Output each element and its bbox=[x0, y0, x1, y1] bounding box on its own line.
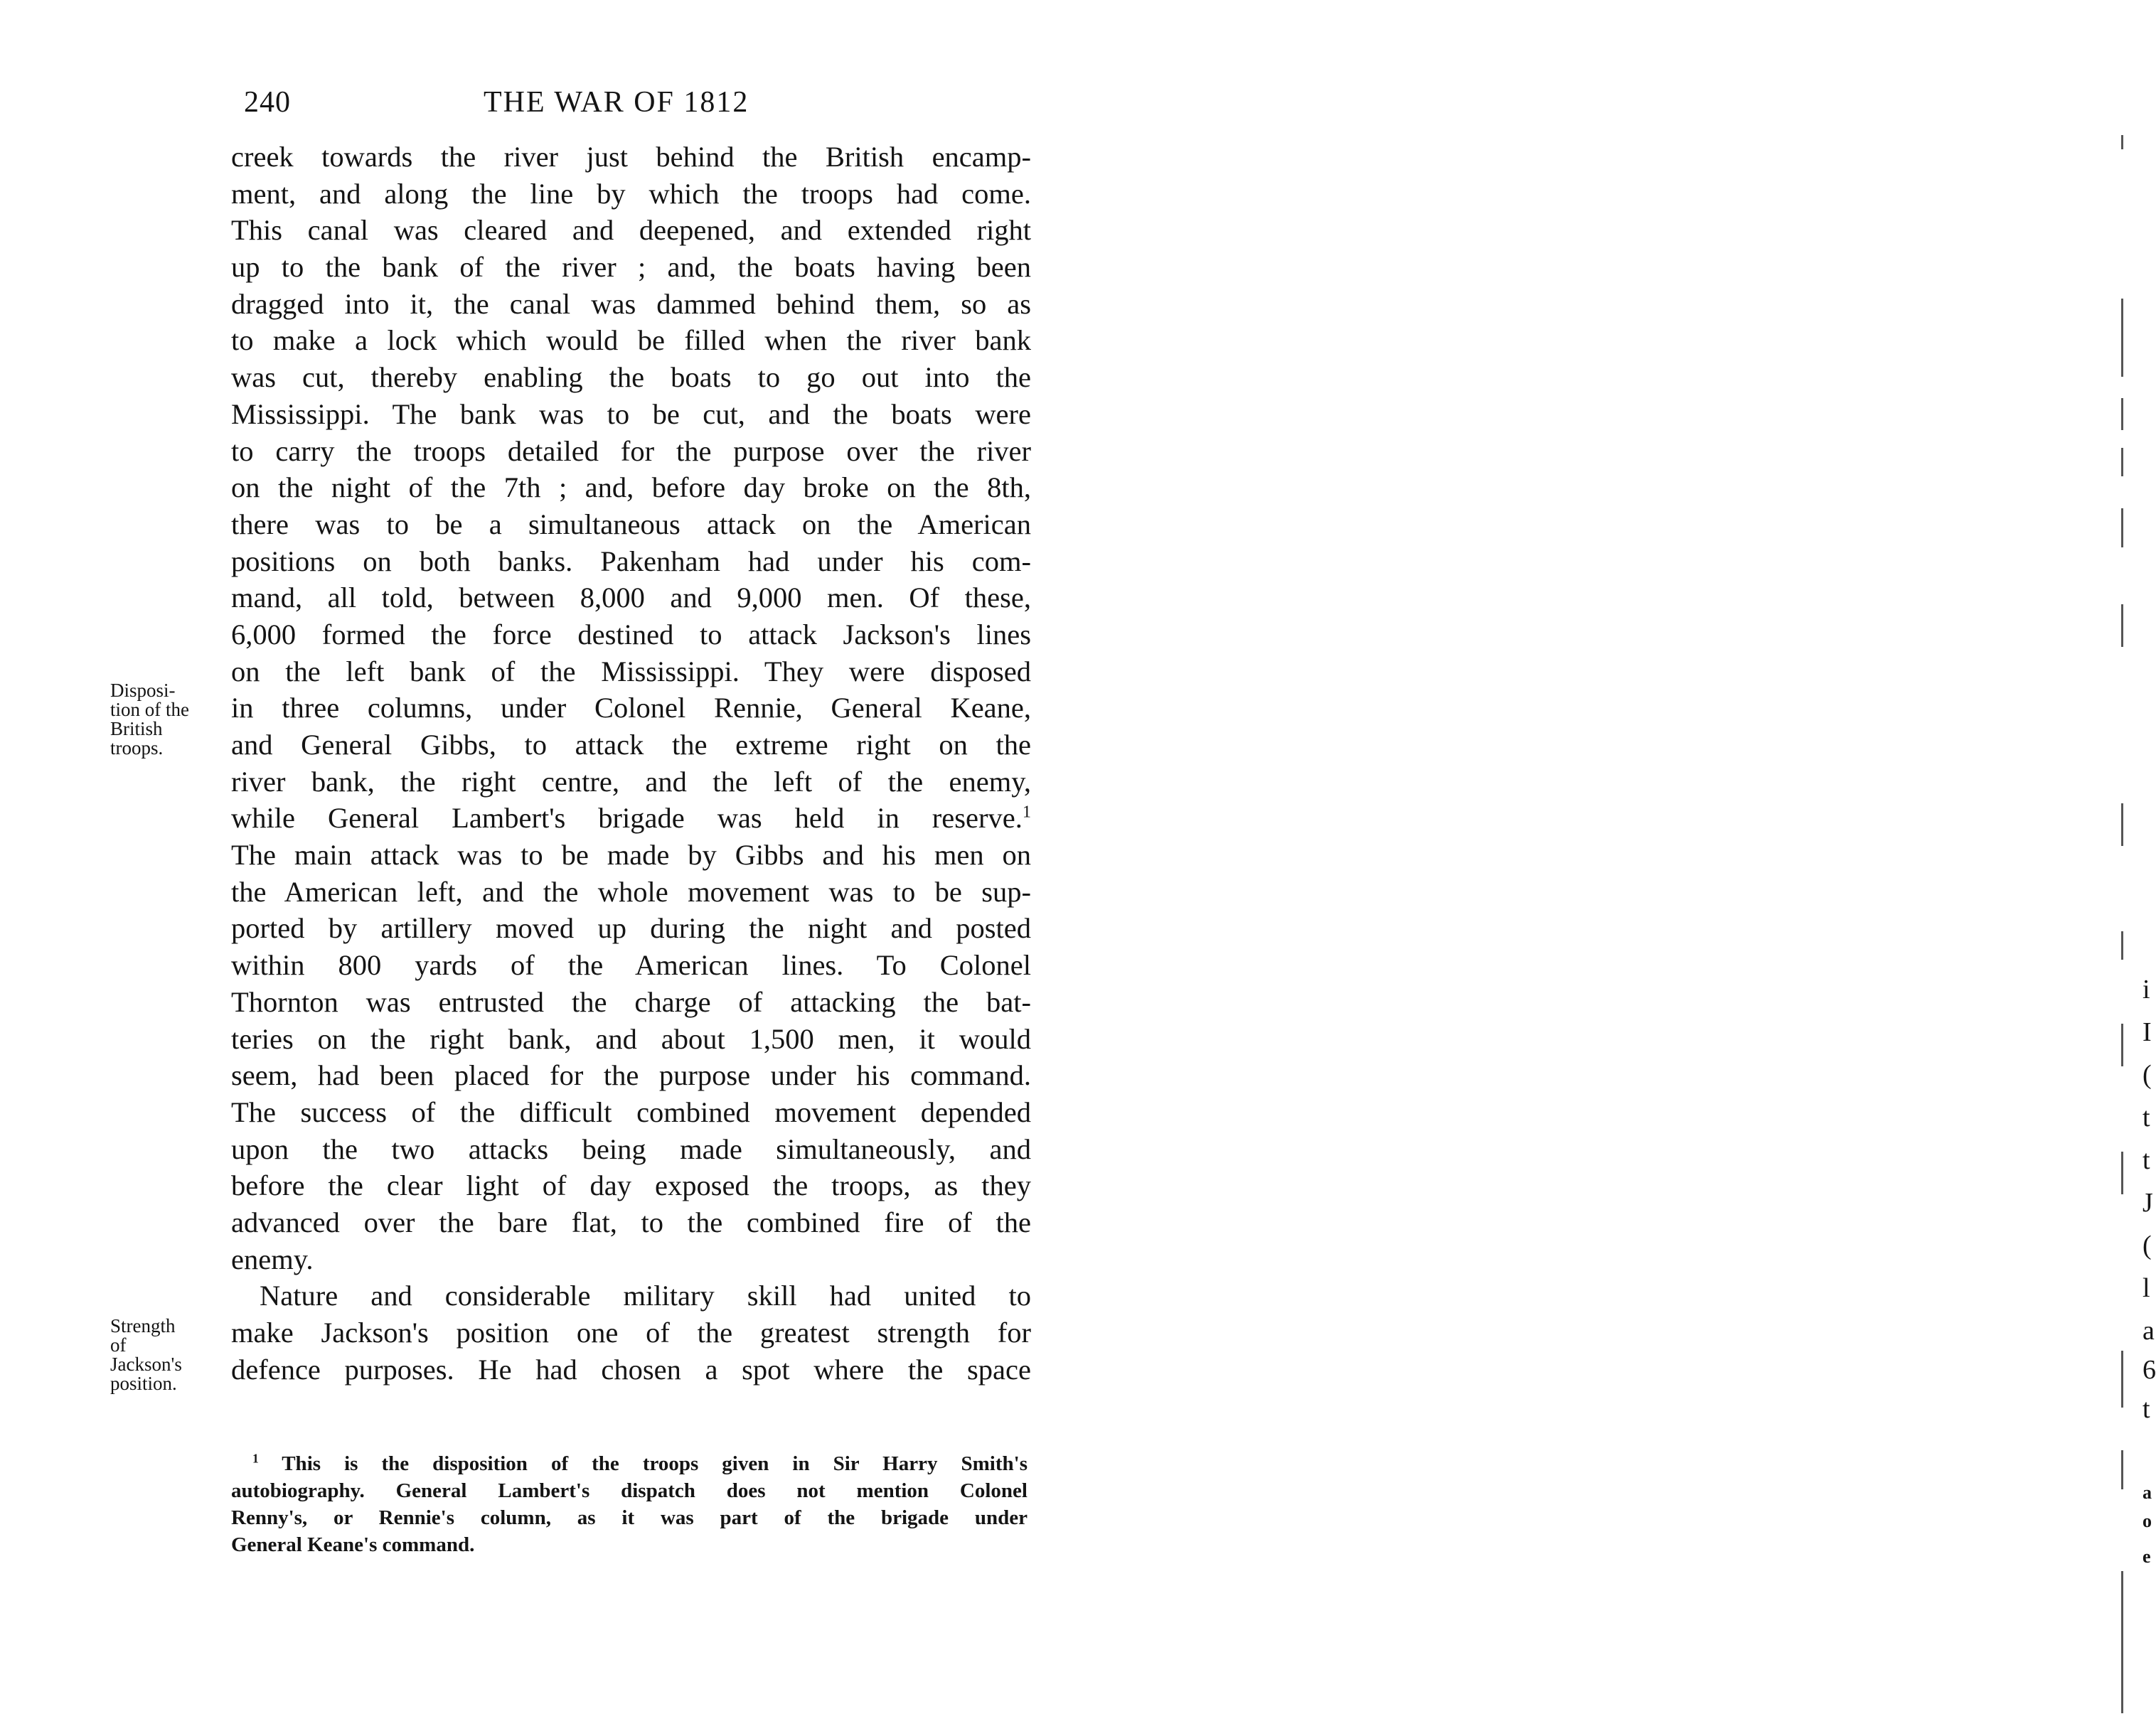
adjacent-page-glyph: o bbox=[2142, 1511, 2152, 1531]
edge-rule bbox=[2121, 1450, 2123, 1489]
edge-rule bbox=[2121, 604, 2123, 647]
body-line: make Jackson's position one of the greatest strength for bbox=[231, 1317, 1031, 1349]
adjacent-page-glyph: I bbox=[2142, 1017, 2152, 1047]
body-line: Mississippi. The bank was to be cut, and the boats were bbox=[231, 397, 1031, 430]
footnote-reference: 1 bbox=[1022, 802, 1031, 822]
footnote-line: Renny's, or Rennie's column, as it was part of the brigade under bbox=[231, 1506, 1028, 1529]
edge-rule bbox=[2121, 299, 2123, 377]
adjacent-page-glyph: e bbox=[2142, 1546, 2151, 1567]
body-line: mand, all told, between 8,000 and 9,000 men. Of these, bbox=[231, 582, 1031, 614]
body-line: positions on both banks. Pakenham had under his com- bbox=[231, 545, 1031, 577]
body-line: creek towards the river just behind the British encamp- bbox=[231, 141, 1031, 173]
body-line: the American left, and the whole movement was to be sup- bbox=[231, 875, 1031, 908]
adjacent-page-glyph: t bbox=[2142, 1145, 2150, 1175]
footnote-line: General Keane's command. bbox=[231, 1533, 475, 1556]
footnote-marker: 1 bbox=[252, 1451, 259, 1466]
adjacent-page-glyph: ( bbox=[2142, 1060, 2152, 1090]
body-line: Thornton was entrusted the charge of attacking the bat- bbox=[231, 985, 1031, 1018]
footnote bbox=[231, 1450, 1028, 1558]
adjacent-page-glyph: a bbox=[2142, 1316, 2155, 1346]
body-line: defence purposes. He had chosen a spot where the space bbox=[231, 1353, 1031, 1386]
page-header bbox=[0, 80, 1096, 129]
footnote-text: This is the disposition of the troops given in Sir Harry Smith's bbox=[282, 1452, 1028, 1475]
adjacent-page-glyph: t bbox=[2142, 1394, 2150, 1424]
body-line: ment, and along the line by which the troops had come. bbox=[231, 177, 1031, 210]
margin-note-line: troops. bbox=[110, 737, 164, 759]
body-line: seem, had been placed for the purpose under his command. bbox=[231, 1059, 1031, 1092]
body-line-text: while General Lambert's brigade was held in reserve. bbox=[231, 802, 1023, 835]
margin-note-line: of bbox=[110, 1334, 127, 1356]
body-line: and General Gibbs, to attack the extreme right on the bbox=[231, 729, 1031, 761]
body-line: 6,000 formed the force destined to attack Jackson's lines bbox=[231, 618, 1031, 650]
margin-note-line: British bbox=[110, 718, 163, 739]
body-line: dragged into it, the canal was dammed behind them, so as bbox=[231, 287, 1031, 320]
footnote-line: autobiography. General Lambert's dispatch does not mention Colonel bbox=[231, 1479, 1028, 1502]
edge-rule bbox=[2121, 803, 2123, 846]
footnote-line bbox=[231, 1450, 1028, 1477]
adjacent-page-glyph: t bbox=[2142, 1103, 2150, 1132]
body-text bbox=[231, 139, 1031, 1388]
body-line: was cut, thereby enabling the boats to go out into the bbox=[231, 361, 1031, 394]
body-line: to make a lock which would be filled when the river bank bbox=[231, 324, 1031, 357]
edge-rule bbox=[2121, 398, 2123, 430]
body-line: This canal was cleared and deepened, and extended right bbox=[231, 214, 1031, 247]
body-line: before the clear light of day exposed the troops, as they bbox=[231, 1169, 1031, 1202]
margin-note-line: tion of the bbox=[110, 699, 189, 720]
body-line: on the left bank of the Mississippi. They were disposed bbox=[231, 655, 1031, 687]
body-line: on the night of the 7th ; and, before day broke on the 8th, bbox=[231, 471, 1031, 504]
adjacent-page-glyph: i bbox=[2142, 975, 2150, 1004]
edge-rule bbox=[2121, 1351, 2123, 1408]
adjacent-page-glyph: a bbox=[2142, 1482, 2152, 1503]
body-line: The success of the difficult combined movement depended bbox=[231, 1095, 1031, 1128]
margin-note-strength bbox=[110, 1317, 231, 1393]
margin-note-line: position. bbox=[110, 1373, 177, 1394]
adjacent-page-glyph: 6 bbox=[2142, 1355, 2156, 1385]
adjacent-page-glyph: ( bbox=[2142, 1231, 2152, 1260]
edge-rule bbox=[2121, 508, 2123, 547]
body-line: advanced over the bare flat, to the combined fire of the bbox=[231, 1206, 1031, 1238]
margin-note-disposition bbox=[110, 681, 231, 758]
adjacent-page-glyph: l bbox=[2142, 1273, 2150, 1303]
body-line: The main attack was to be made by Gibbs and his men on bbox=[231, 839, 1031, 872]
edge-rule bbox=[2121, 1024, 2123, 1066]
body-line: upon the two attacks being made simultaneously, and bbox=[231, 1132, 1031, 1165]
body-line: there was to be a simultaneous attack on the American bbox=[231, 508, 1031, 540]
body-line: enemy. bbox=[231, 1243, 314, 1275]
margin-note-line: Disposi- bbox=[110, 680, 176, 701]
body-line: in three columns, under Colonel Rennie, General Keane, bbox=[231, 692, 1031, 724]
paragraph-start-line: Nature and considerable military skill had united to bbox=[260, 1280, 1031, 1312]
body-line: up to the bank of the river ; and, the boats having been bbox=[231, 251, 1031, 284]
body-line: teries on the right bank, and about 1,500 men, it would bbox=[231, 1022, 1031, 1055]
page-number: 240 bbox=[244, 86, 291, 119]
running-title: THE WAR OF 1812 bbox=[484, 86, 749, 119]
body-line: river bank, the right centre, and the left of the enemy, bbox=[231, 765, 1031, 798]
edge-rule bbox=[2121, 1571, 2123, 1713]
edge-rule bbox=[2121, 448, 2123, 476]
body-line: within 800 yards of the American lines. To Colonel bbox=[231, 949, 1031, 982]
adjacent-page-glyph: J bbox=[2142, 1188, 2153, 1218]
margin-note-line: Strength bbox=[110, 1315, 176, 1336]
edge-rule bbox=[2121, 135, 2123, 149]
body-line: to carry the troops detailed for the purpose over the river bbox=[231, 434, 1031, 467]
margin-note-line: Jackson's bbox=[110, 1354, 182, 1375]
edge-rule bbox=[2121, 1152, 2123, 1194]
edge-rule bbox=[2121, 931, 2123, 960]
body-line-with-footnote bbox=[231, 800, 1031, 837]
adjacent-page-edge bbox=[1058, 0, 2156, 1736]
body-line: ported by artillery moved up during the night and posted bbox=[231, 912, 1031, 945]
